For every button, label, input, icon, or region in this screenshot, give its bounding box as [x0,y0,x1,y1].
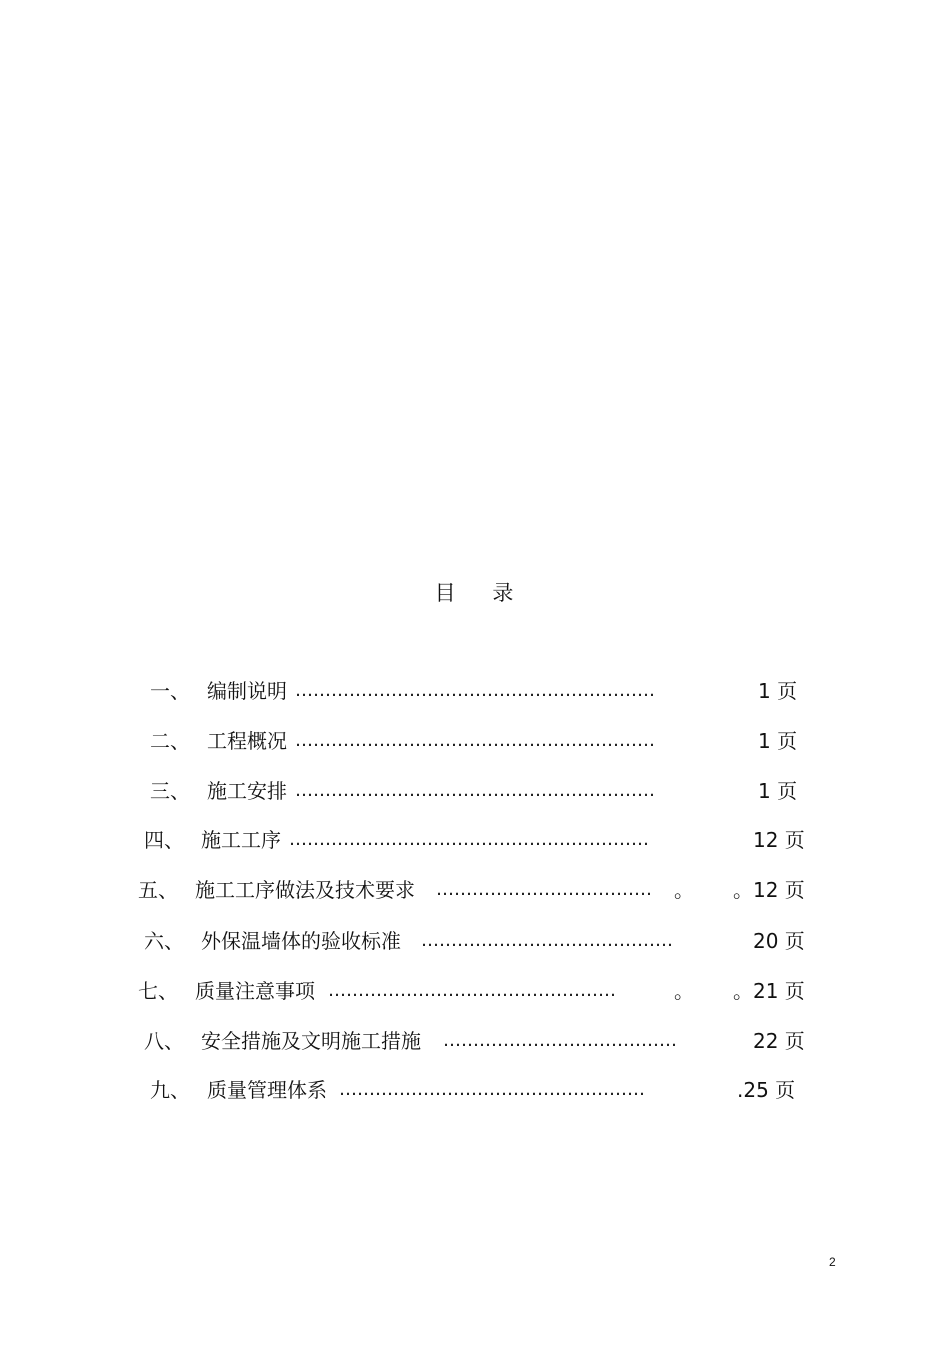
toc-entry-page: 。12 页 [733,878,805,902]
toc-entry-text: 施工安排 [207,779,287,803]
toc-entry [0,927,950,955]
toc-entry-number: 一、 [150,679,190,703]
toc-entry-text: 安全措施及文明施工措施 [201,1029,421,1053]
toc-entry-page: 1 页 [758,779,798,803]
toc-entry-text: 施工工序 [201,828,281,852]
toc-entry-leader: ………………………………………… [328,980,616,1001]
toc-entry-leader: …………………………………………………… [289,829,649,850]
toc-entry [0,777,950,805]
toc-entry-page: 20 页 [753,929,805,953]
toc-entry [0,727,950,755]
toc-entry-number: 九、 [150,1078,190,1102]
toc-entry-page: 。21 页 [733,979,805,1003]
toc-entry-page: 22 页 [753,1029,805,1053]
toc-entry-page: 12 页 [753,828,805,852]
toc-entry-text: 工程概况 [207,729,287,753]
toc-entry [0,826,950,854]
toc-entry-leader: ……………………………… [436,879,652,900]
toc-entry [0,876,950,904]
toc-entry-number: 四、 [144,828,184,852]
toc-entry [0,677,950,705]
toc-entry-text: 外保温墙体的验收标准 [201,929,401,953]
toc-entry-text: 质量注意事项 [195,979,315,1003]
toc-entry-leader: …………………………………………………… [295,680,655,701]
toc-entry-text: 施工工序做法及技术要求 [195,878,415,902]
toc-entry [0,977,950,1005]
toc-entry-leader: …………………………………………… [339,1079,645,1100]
toc-entry [0,1027,950,1055]
toc-entry-page: .25 页 [737,1078,796,1102]
toc-entry-number: 七、 [138,979,178,1003]
toc-entry [0,1076,950,1104]
toc-entry-leader: …………………………………… [421,930,673,951]
toc-entry-text: 编制说明 [207,679,287,703]
toc-entry-text: 质量管理体系 [207,1078,327,1102]
toc-entry-number: 八、 [144,1029,184,1053]
toc-entry-number: 二、 [150,729,190,753]
toc-entry-number: 五、 [138,878,178,902]
toc-entry-page: 1 页 [758,679,798,703]
toc-entry-leader: …………………………………………………… [295,730,655,751]
toc-entry-page: 1 页 [758,729,798,753]
toc-entry-leader: ………………………………… [443,1030,677,1051]
toc-entry-tail: 。 [674,878,694,902]
page-number: 2 [829,1255,836,1269]
toc-entry-tail: 。 [674,979,694,1003]
toc-title: 目 录 [434,581,516,605]
toc-entry-number: 三、 [150,779,190,803]
toc-entry-leader: …………………………………………………… [295,780,655,801]
toc-entry-number: 六、 [144,929,184,953]
